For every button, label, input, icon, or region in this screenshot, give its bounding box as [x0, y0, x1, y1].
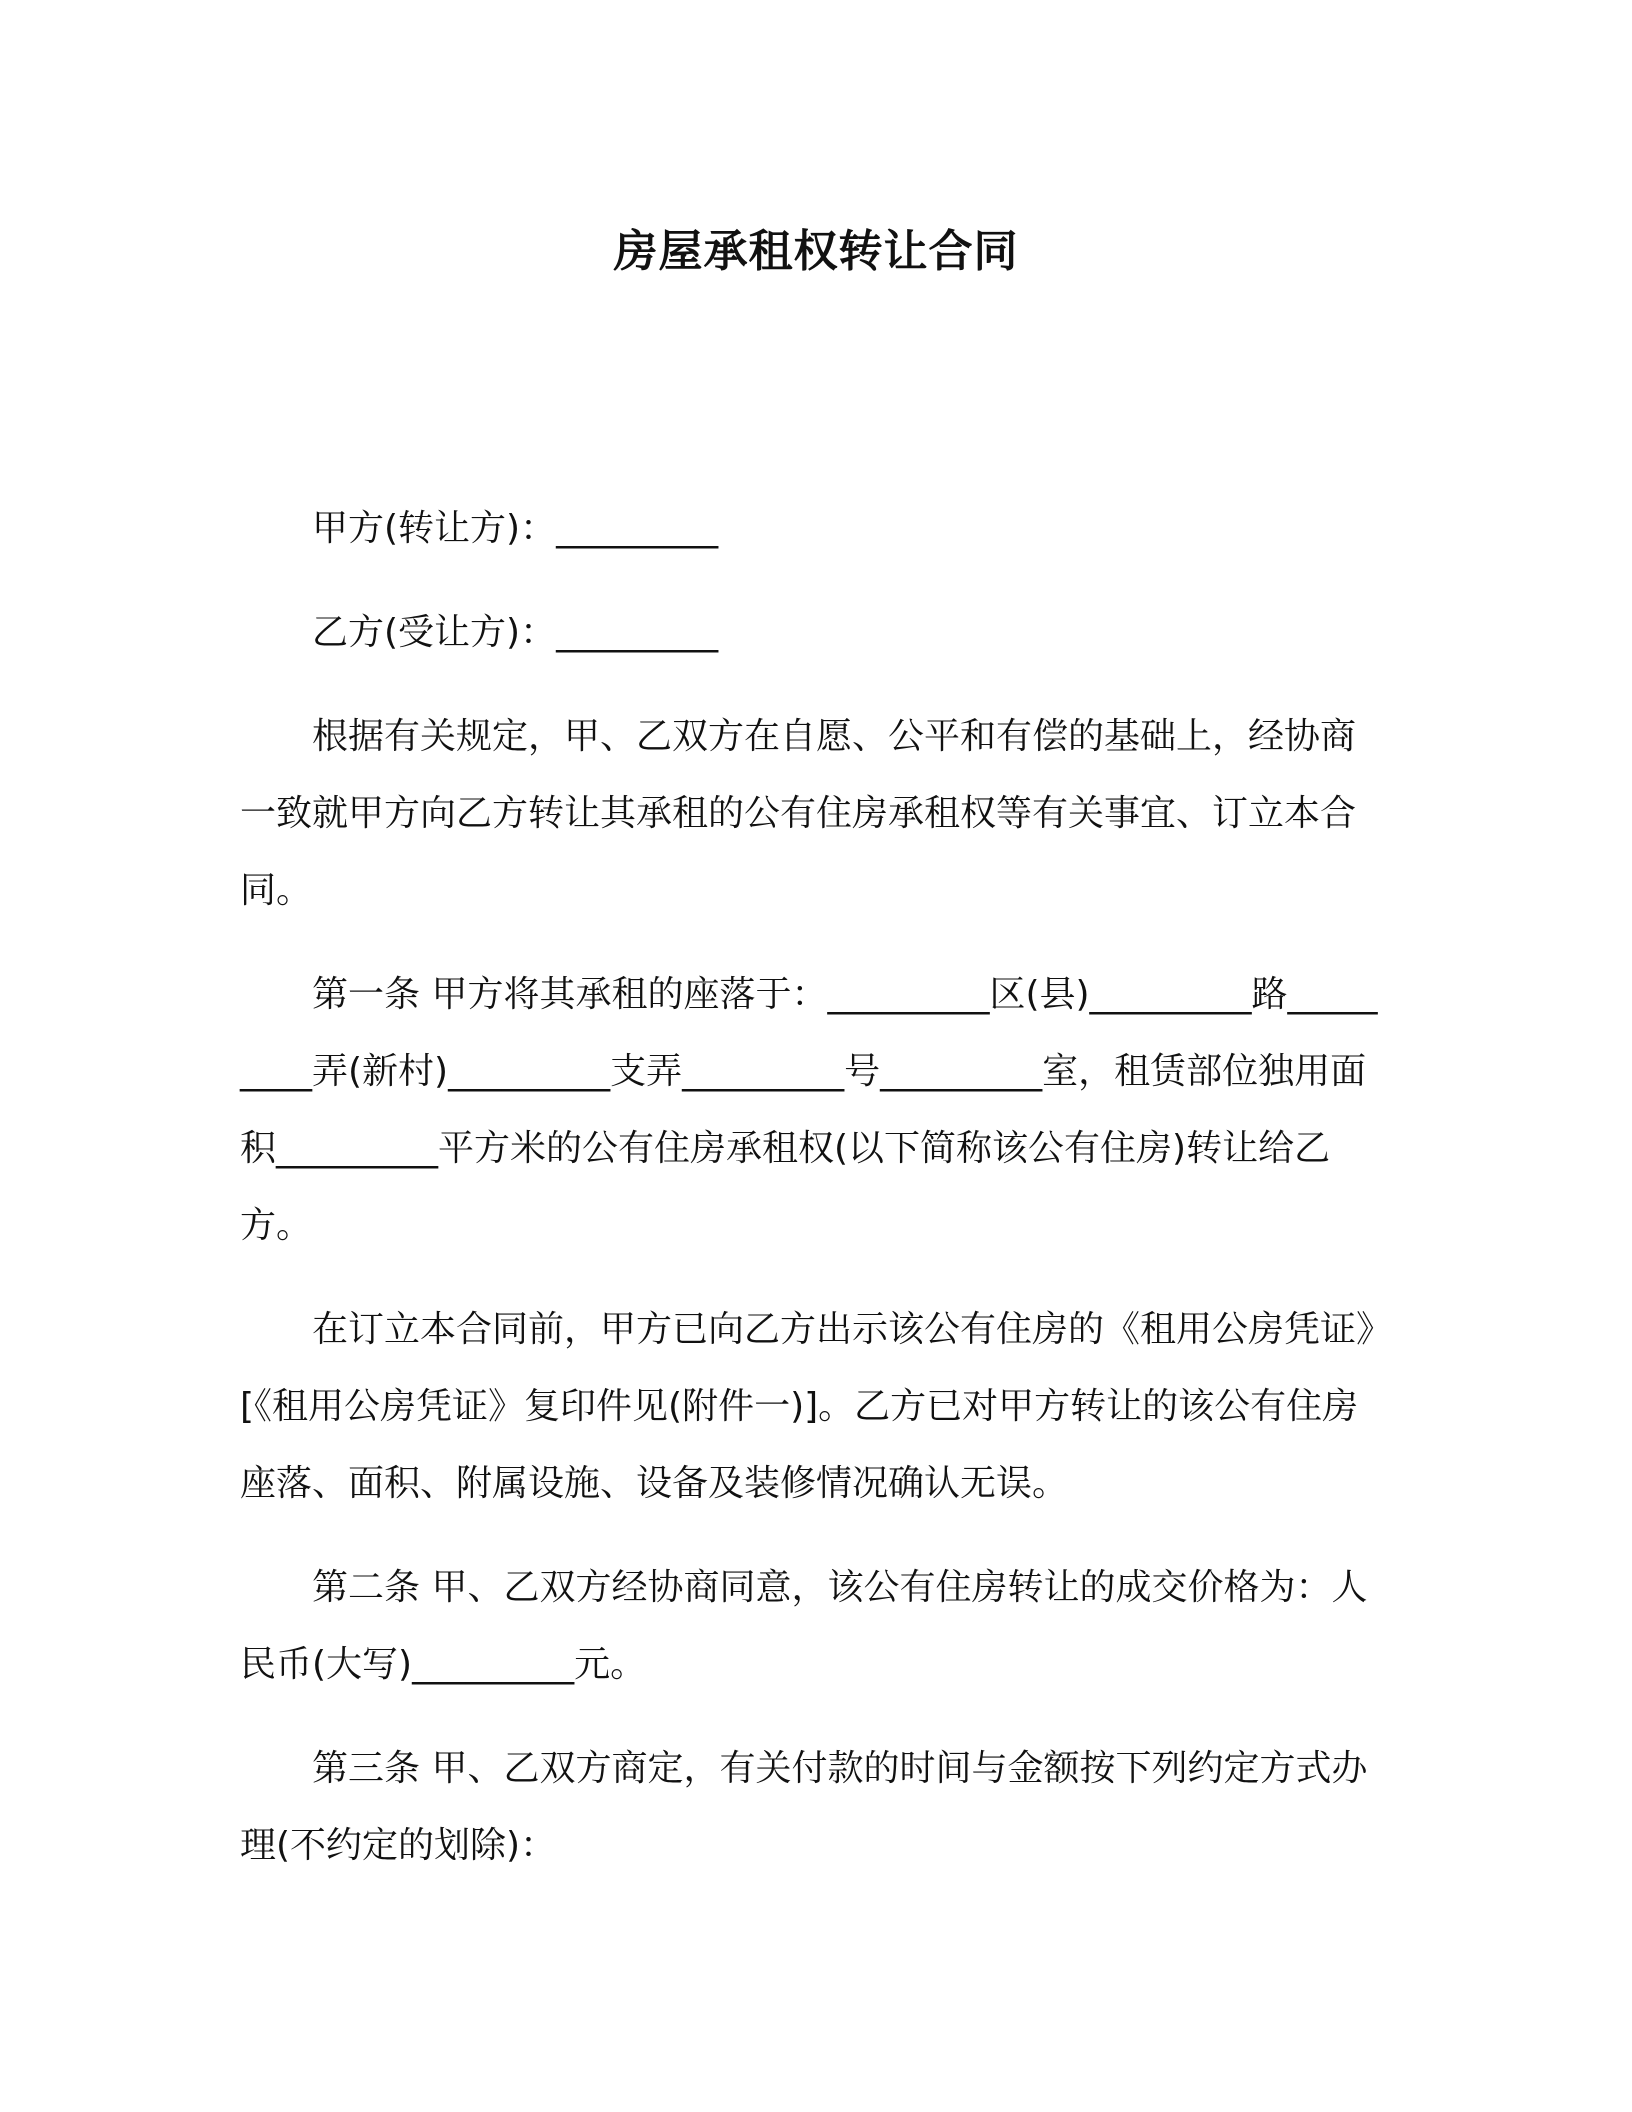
article-1-paragraph: 第一条 甲方将其承租的座落于：_________区(县)_________路_________弄(新村)_________支弄_________号_________室，租赁部位独用面积_________平方米的公有住房承租权(以下简称该公有住房)转让给乙方。	[240, 974, 1378, 1246]
article-3-paragraph: 第三条 甲、乙双方商定，有关付款的时间与金额按下列约定方式办理(不约定的划除)：	[240, 1748, 1368, 1866]
party-a-line: 甲方(转让方)：_________	[312, 508, 719, 549]
article-2-paragraph: 第二条 甲、乙双方经协商同意，该公有住房转让的成交价格为：人民币(大写)_________元。	[240, 1567, 1368, 1685]
document-title: 房屋承租权转让合同	[613, 226, 1019, 277]
party-b-line: 乙方(受让方)：_________	[312, 612, 719, 653]
article-1-note-paragraph: 在订立本合同前，甲方已向乙方出示该公有住房的《租用公房凭证》[《租用公房凭证》复印件见(附件一)]。乙方已对甲方转让的该公有住房座落、面积、附属设施、设备及装修情况确认无误。	[240, 1309, 1375, 1504]
contract-body	[240, 490, 1390, 1911]
preamble-paragraph: 根据有关规定，甲、乙双方在自愿、公平和有偿的基础上，经协商一致就甲方向乙方转让其承租的公有住房承租权等有关事宜、订立本合同。	[240, 716, 1357, 911]
